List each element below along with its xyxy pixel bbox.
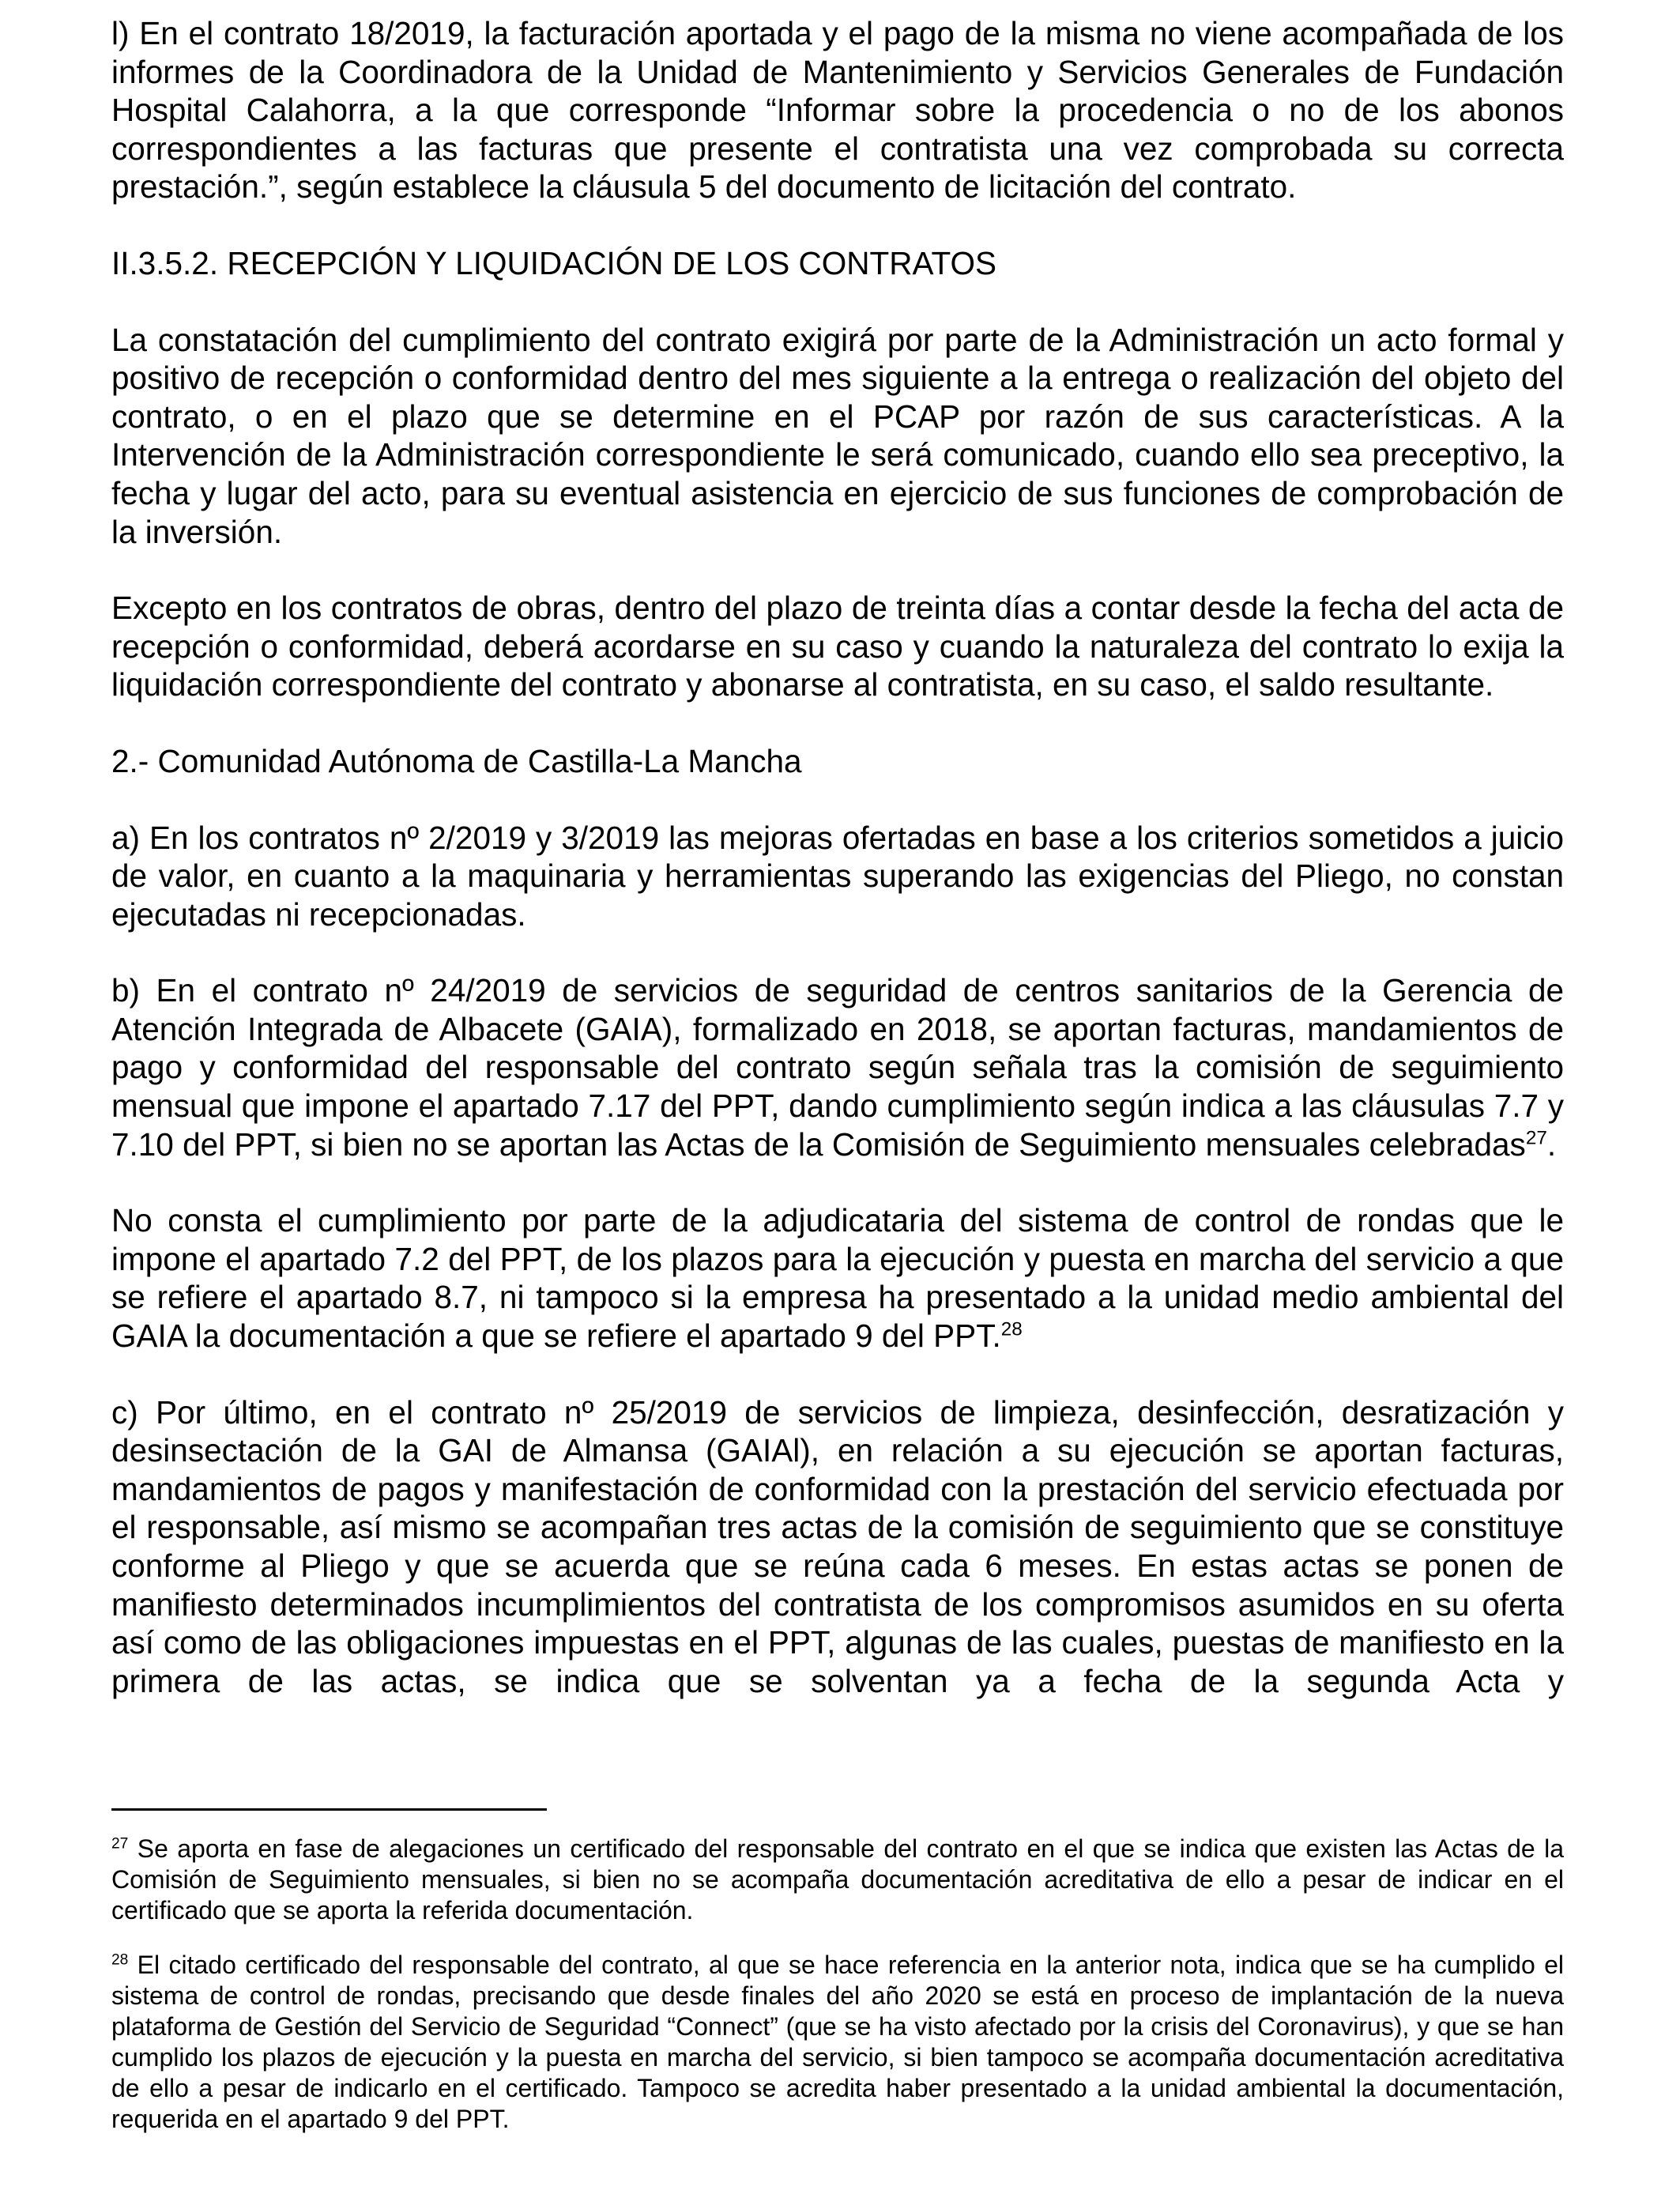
document-page bbox=[111, 14, 1564, 1738]
footnote-number: 28 bbox=[111, 1951, 129, 1969]
footnote-separator bbox=[111, 1808, 547, 1811]
paragraph-b-end: . bbox=[1546, 1125, 1557, 1163]
section-heading: II.3.5.2. RECEPCIÓN Y LIQUIDACIÓN DE LOS CONTRATOS bbox=[111, 244, 997, 281]
paragraph-constatacion: La constatación del cumplimiento del contrato exigirá por parte de la Administración un acto formal y positivo de recepción o conformidad dentro del mes siguiente a la entrega o realización del objeto del contrato, o en el plazo que se determine en el PCAP por razón de sus características. A la Intervención de la Administración correspondiente le será comunicado, cuando ello sea preceptivo, la fecha y lugar del acto, para su eventual asistencia en ejercicio de sus funciones de comprobación de la inversión. bbox=[111, 321, 1564, 550]
paragraph-l: l) En el contrato 18/2019, la facturación aportada y el pago de la misma no viene acompañada de los informes de la Coordinadora de la Unidad de Mantenimiento y Servicios Generales de Fundación Hospital Calahorra, a la que corresponde “Informar sobre la procedencia o no de los abonos correspondientes a las facturas que presente el contratista una vez comprobada su correcta prestación.”, según establece la cláusula 5 del documento de licitación del contrato. bbox=[111, 15, 1564, 205]
paragraph-c: c) Por último, en el contrato nº 25/2019 de servicios de limpieza, desinfección, desratización y desinsectación de la GAI de Almansa (GAIAl), en relación a su ejecución se aportan facturas, mandamientos de pagos y manifestación de conformidad con la prestación del servicio efectuada por el responsable, así mismo se acompañan tres actas de la comisión de seguimiento que se constituye conforme al Pliego y que se acuerda que se reúna cada 6 meses. En estas actas se ponen de manifiesto determinados incumplimientos del contratista de los compromisos asumidos en su oferta así como de las obligaciones impuestas en el PPT, algunas de las cuales, puestas de manifiesto en la primera de las actas, se indica que se solventan ya a fecha de la segunda Acta y bbox=[111, 1393, 1564, 1699]
paragraph-no-consta-text: No consta el cumplimiento por parte de la adjudicataria del sistema de control de rondas que le impone el apartado 7.2 del PPT, de los plazos para la ejecución y puesta en marcha del servicio a que se refiere el apartado 8.7, ni tampoco si la empresa ha presentado a la unidad medio ambiental del GAIA la documentación a que se refiere el apartado 9 del PPT. bbox=[111, 1202, 1564, 1355]
paragraph-no-consta bbox=[111, 1201, 1564, 1355]
footnote-28 bbox=[111, 1950, 1564, 2135]
paragraph-a: a) En los contratos nº 2/2019 y 3/2019 las mejoras ofertadas en base a los criterios sometidos a juicio de valor, en cuanto a la maquinaria y herramientas superando las exigencias del Pliego, no constan ejecutadas ni recepcionadas. bbox=[111, 819, 1564, 933]
footnote-27 bbox=[111, 1834, 1564, 1926]
subheading-castilla-la-mancha: 2.- Comunidad Autónoma de Castilla-La Mancha bbox=[111, 742, 802, 779]
footnote-ref-28[interactable]: 28 bbox=[1000, 1318, 1023, 1340]
footnote-text: El citado certificado del responsable del contrato, al que se hace referencia en la anterior nota, indica que se ha cumplido el sistema de control de rondas, precisando que desde finales del año 2020 se está en proceso de implantación de la nueva plataforma de Gestión del Servicio de Seguridad “Connect” (que se ha visto afectado por la crisis del Coronavirus), y que se han cumplido los plazos de ejecución y la puesta en marcha del servicio, si bien tampoco se acompaña documentación acreditativa de ello a pesar de indicarlo en el certificado. Tampoco se acredita haber presentado a la unidad ambiental la documentación, requerida en el apartado 9 del PPT. bbox=[111, 1951, 1564, 2133]
footnotes bbox=[111, 1834, 1564, 2158]
footnote-ref-27[interactable]: 27 bbox=[1525, 1127, 1547, 1149]
footnote-text: Se aporta en fase de alegaciones un certificado del responsable del contrato en el que se indica que existen las Actas de la Comisión de Seguimiento mensuales, si bien no se acompaña documentación acreditativa de ello a pesar de indicar en el certificado que se aporta la referida documentación. bbox=[111, 1834, 1564, 1924]
paragraph-excepto: Excepto en los contratos de obras, dentro del plazo de treinta días a contar desde la fecha del acta de recepción o conformidad, deberá acordarse en su caso y cuando la naturaleza del contrato lo exija la liquidación correspondiente del contrato y abonarse al contratista, en su caso, el saldo resultante. bbox=[111, 590, 1564, 703]
footnote-number: 27 bbox=[111, 1835, 129, 1853]
paragraph-b bbox=[111, 971, 1564, 1163]
paragraph-b-text: b) En el contrato nº 24/2019 de servicios de seguridad de centros sanitarios de la Gerencia de Atención Integrada de Albacete (GAIA), formalizado en 2018, se aportan facturas, mandamientos de pago y conformidad del responsable del contrato según señala tras la comisión de seguimiento mensual que impone el apartado 7.17 del PPT, dando cumplimiento según indica a las cláusulas 7.7 y 7.10 del PPT, si bien no se aportan las Actas de la Comisión de Seguimiento mensuales celebradas bbox=[111, 972, 1564, 1163]
